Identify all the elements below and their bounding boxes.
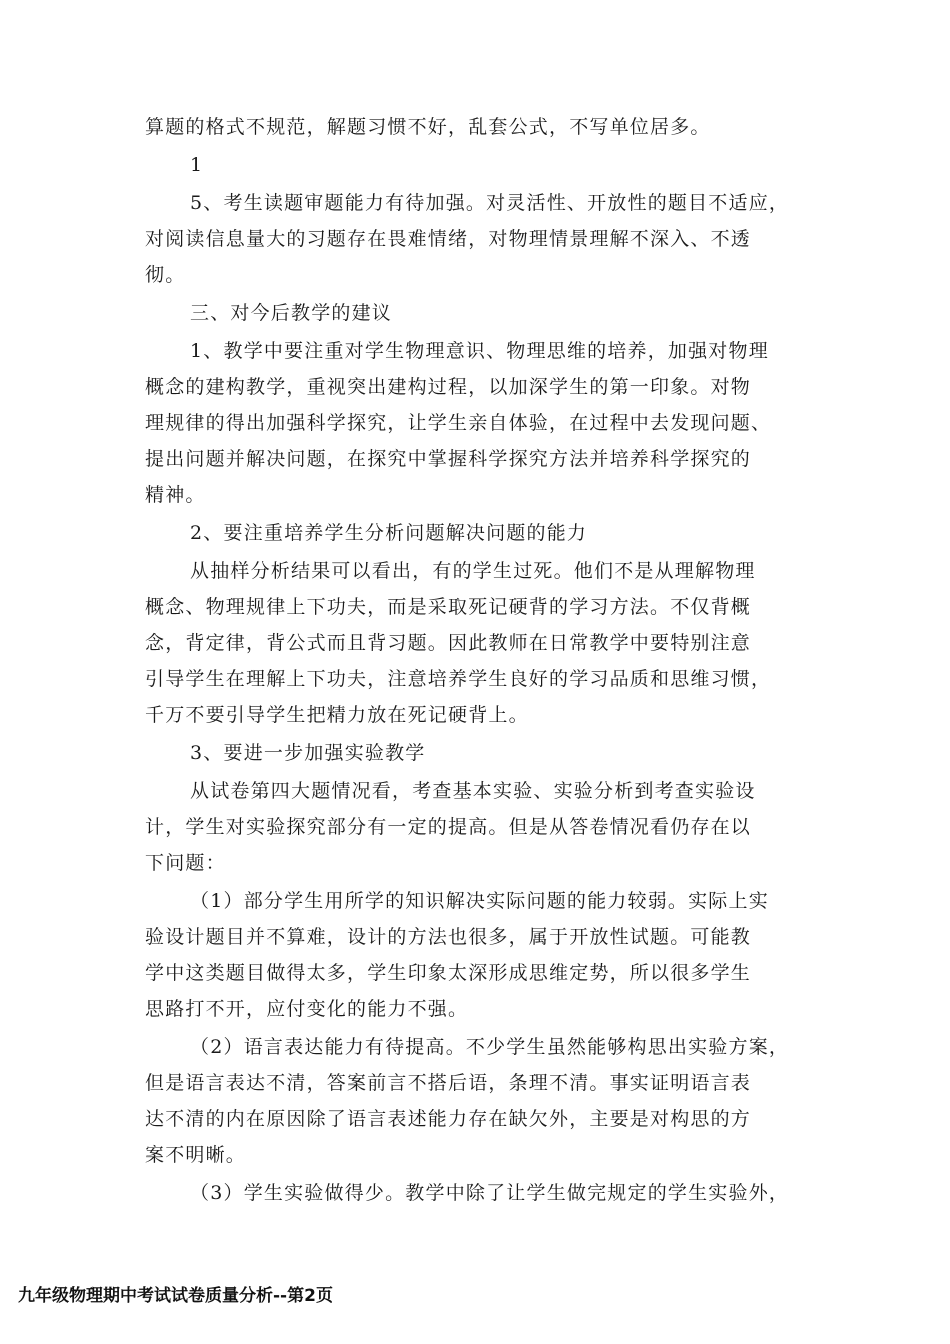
text-line: 理规律的得出加强科学探究，让学生亲自体验，在过程中去发现问题、 — [145, 412, 772, 434]
text-line: 念，背定律，背公式而且背习题。因此教师在日常教学中要特别注意 — [145, 632, 752, 654]
text-line: 达不清的内在原因除了语言表述能力存在缺欠外，主要是对构思的方 — [145, 1108, 752, 1130]
text-line: 彻。 — [145, 264, 186, 286]
text-line: 验设计题目并不算难，设计的方法也很多，属于开放性试题。可能教 — [145, 926, 752, 948]
text-line: 从抽样分析结果可以看出，有的学生过死。他们不是从理解物理 — [190, 560, 756, 582]
problem-2-line: （2）语言表达能力有待提高。不少学生虽然能够构思出实验方案， — [190, 1036, 790, 1058]
suggestion-2-heading: 2、要注重培养学生分析问题解决问题的能力 — [190, 522, 588, 544]
text-line: 思路打不开，应付变化的能力不强。 — [145, 998, 469, 1020]
text-line: 概念的建构教学，重视突出建构过程，以加深学生的第一印象。对物 — [145, 376, 752, 398]
problem-1-line: （1）部分学生用所学的知识解决实际问题的能力较弱。实际上实 — [190, 890, 769, 912]
text-line: 概念、物理规律上下功夫，而是采取死记硬背的学习方法。不仅背概 — [145, 596, 752, 618]
page-number-marker: 1 — [190, 154, 204, 176]
problem-3-line: （3）学生实验做得少。教学中除了让学生做完规定的学生实验外， — [190, 1182, 790, 1204]
text-line: 但是语言表达不清，答案前言不搭后语，条理不清。事实证明语言表 — [145, 1072, 752, 1094]
text-line: 对阅读信息量大的习题存在畏难情绪，对物理情景理解不深入、不透 — [145, 228, 752, 250]
text-line: 算题的格式不规范，解题习惯不好，乱套公式，不写单位居多。 — [145, 116, 711, 138]
list-item-5-line: 5、考生读题审题能力有待加强。对灵活性、开放性的题目不适应， — [190, 192, 790, 214]
text-line: 提出问题并解决问题，在探究中掌握科学探究方法并培养科学探究的 — [145, 448, 752, 470]
text-line: 案不明晰。 — [145, 1144, 247, 1166]
section-heading: 三、对今后教学的建议 — [190, 302, 393, 324]
text-line: 精神。 — [145, 484, 206, 506]
text-line: 千万不要引导学生把精力放在死记硬背上。 — [145, 704, 529, 726]
suggestion-1-line: 1、教学中要注重对学生物理意识、物理思维的培养，加强对物理 — [190, 340, 769, 362]
text-line: 计，学生对实验探究部分有一定的提高。但是从答卷情况看仍存在以 — [145, 816, 752, 838]
text-line: 引导学生在理解上下功夫，注意培养学生良好的学习品质和思维习惯， — [145, 668, 772, 690]
page-footer: 九年级物理期中考试试卷质量分析--第2页 — [18, 1286, 333, 1306]
text-line: 学中这类题目做得太多，学生印象太深形成思维定势，所以很多学生 — [145, 962, 752, 984]
text-line: 下问题： — [145, 852, 226, 874]
suggestion-3-heading: 3、要进一步加强实验教学 — [190, 742, 426, 764]
text-line: 从试卷第四大题情况看，考查基本实验、实验分析到考查实验设 — [190, 780, 756, 802]
